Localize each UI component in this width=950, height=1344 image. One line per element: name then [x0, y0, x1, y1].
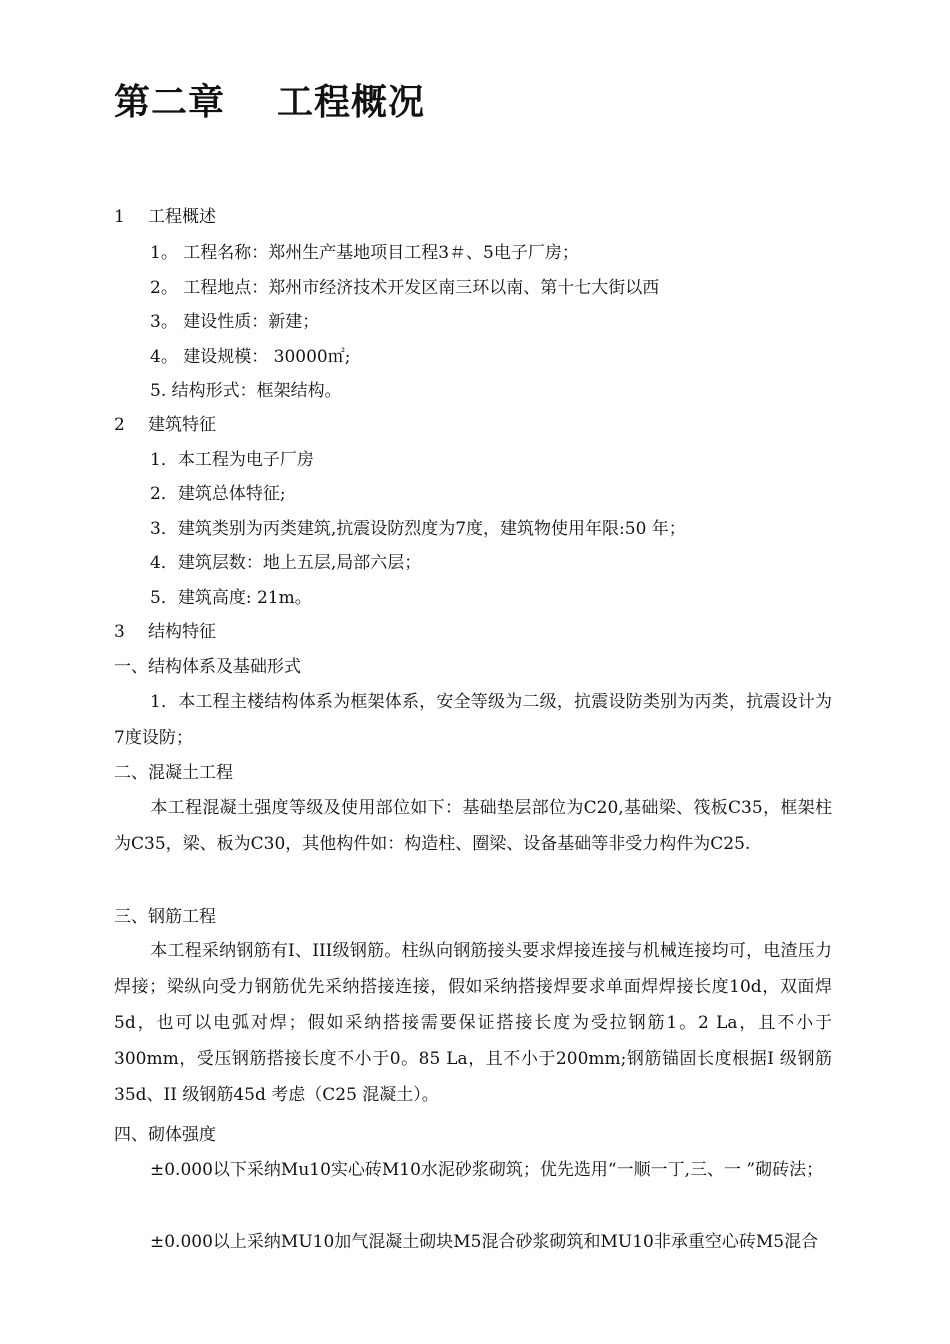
list-item: 4。 建设规模： 30000㎡; [150, 347, 351, 367]
list-item: 3。 建设性质：新建； [150, 312, 320, 332]
subsection-heading: 三、钢筋工程 [114, 907, 216, 927]
paragraph: 1．本工程主楼结构体系为框架体系，安全等级为二级，抗震设防类别为丙类，抗震设计为7度设防； [114, 692, 832, 748]
paragraph: ±0.000以下采纳Mu10实心砖M10水泥砂浆砌筑；优先选用“一顺一丁,三、一 ”砌砖法； [150, 1160, 824, 1180]
subsection-heading: 二、混凝土工程 [114, 763, 233, 783]
list-item: 5. 结构形式：框架结构。 [150, 381, 342, 401]
list-item: 2。 工程地点：郑州市经济技术开发区南三环以南、第十七大街以西 [150, 278, 660, 298]
section-heading-1: 1 工程概述 [114, 207, 216, 227]
list-item: 5．建筑高度: 21m。 [150, 588, 312, 608]
chapter-number: 第二章 [114, 82, 226, 123]
paragraph: 本工程采纳钢筋有I、III级钢筋。柱纵向钢筋接头要求焊接连接与机械连接均可，电渣压力焊接；梁纵向受力钢筋优先采纳搭接连接，假如采纳搭接焊要求单面焊焊接长度10d，双面焊5d，也可以电弧对焊；假如采纳搭接需要保证搭接长度为受拉钢筋1。2 La，且不小于300mm，受压钢筋搭接长度不小于0。85 La，且不小于200mm;钢筋锚固长度根据I 级钢筋35d、II 级钢筋45d 考虑（C25 混凝土）。 [114, 941, 832, 1105]
paragraph: 本工程混凝土强度等级及使用部位如下：基础垫层部位为C20,基础梁、筏板C35，框架柱为C35，梁、板为C30，其他构件如：构造柱、圈梁、设备基础等非受力构件为C25. [114, 798, 832, 854]
list-item: 4．建筑层数：地上五层,局部六层； [150, 553, 422, 573]
section-heading-2: 2 建筑特征 [114, 415, 216, 435]
list-item: 1。 工程名称：郑州生产基地项目工程3＃、5电子厂房； [150, 243, 579, 263]
chapter-name: 工程概况 [277, 82, 426, 123]
subsection-heading: 四、砌体强度 [114, 1125, 216, 1145]
list-item: 3．建筑类别为丙类建筑,抗震设防烈度为7度，建筑物使用年限:50 年； [150, 519, 686, 539]
paragraph: ±0.000以上采纳MU10加气混凝土砌块M5混合砂浆砌筑和MU10非承重空心砖M5混合 [150, 1232, 819, 1252]
list-item: 2．建筑总体特征; [150, 484, 286, 504]
subsection-heading: 一、结构体系及基础形式 [114, 657, 301, 677]
list-item: 1．本工程为电子厂房 [150, 450, 314, 470]
section-heading-3: 3 结构特征 [114, 622, 216, 642]
chapter-title [114, 74, 425, 125]
